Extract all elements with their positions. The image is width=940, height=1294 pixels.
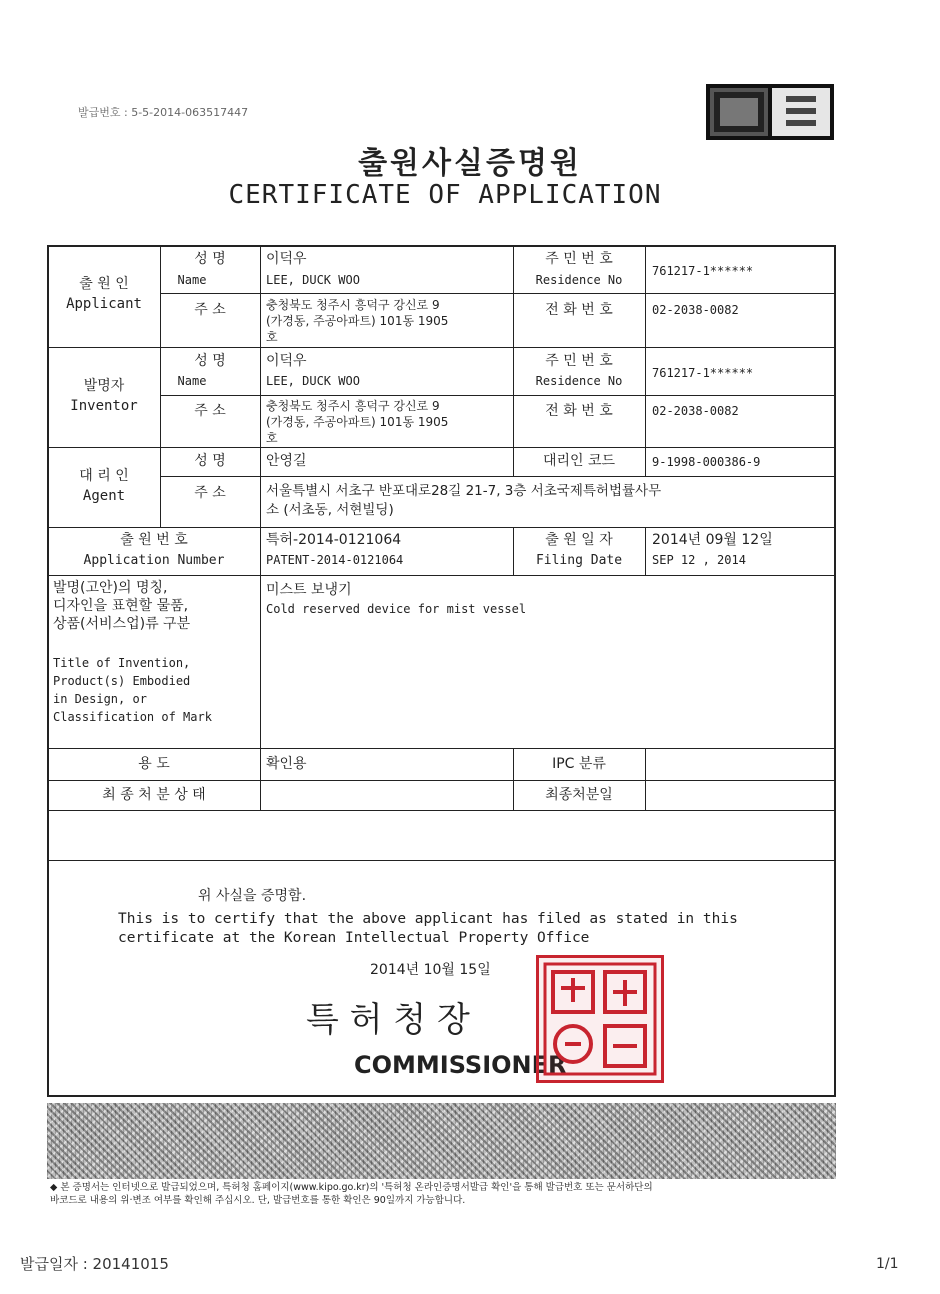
filing-date-label-english: Filing Date [535,553,623,568]
column-divider [160,245,161,527]
inventor-phone: 02-2038-0082 [652,404,739,418]
inventor-name-korean: 이덕우 [266,353,307,369]
inventor-name-label-english: Name [177,374,207,388]
document-title-english: CERTIFICATE OF APPLICATION [228,180,662,210]
applicant-phone: 02-2038-0082 [652,303,739,317]
security-pattern [47,1103,836,1179]
filing-date-label: 출 원 일 자 [545,532,613,548]
applicant-address-label: 주 소 [194,302,226,318]
invention-title-label-english: Title of Invention, [53,656,191,670]
agent-address-line: 서울특별시 서초구 반포대로28길 21-7, 3층 서초국제특허법률사무 [266,483,662,499]
agent-address-label: 주 소 [194,485,226,501]
column-divider [645,748,646,810]
barcode-icon [706,84,834,140]
applicant-address-line: 호 [266,330,278,344]
agent-name-label: 성 명 [194,453,226,469]
row-divider [47,575,836,576]
authority-title-korean: 특 허 청 장 [306,1000,470,1040]
column-divider [645,245,646,477]
ipc-classification-label: IPC 분류 [552,756,606,772]
agent-label-korean: 대 리 인 [79,468,129,484]
applicant-label-korean: 출 원 인 [79,276,129,292]
agent-label-english: Agent [82,488,126,504]
invention-title-label-korean: 디자인을 표현할 물품, [53,598,189,614]
usage-label: 용 도 [138,756,170,772]
application-number-label-english: Application Number [83,553,225,568]
applicant-residence-label: 주 민 번 호 [545,251,613,267]
final-disposition-date-label: 최종처분일 [545,787,613,803]
final-status-label: 최 종 처 분 상 태 [102,787,206,803]
agent-code-label: 대리인 코드 [542,453,616,469]
column-divider [645,527,646,575]
usage-value: 확인용 [266,756,307,772]
inventor-residence-number: 761217-1****** [652,366,754,380]
footer-note: 바코드로 내용의 위·변조 여부를 확인해 주십시오. 단, 발급번호를 통한 확인은 90일까지 가능합니다. [50,1195,466,1206]
authority-title-english: COMMISSIONER [354,1051,567,1079]
inventor-label-english: Inventor [70,398,138,414]
inventor-name-label: 성 명 [194,353,226,369]
inventor-label-korean: 발명자 [83,378,125,394]
column-divider [513,245,514,477]
agent-address-line: 소 (서초동, 서현빌딩) [266,502,394,518]
inventor-address-line: 호 [266,431,278,445]
issue-date: 발급일자 : 20141015 [20,1255,169,1273]
row-divider [47,347,836,348]
column-divider [260,245,261,810]
invention-title-english: Cold reserved device for mist vessel [266,602,527,616]
invention-title-label-korean: 발명(고안)의 명칭, [53,580,168,596]
row-divider [160,476,836,477]
application-number-english: PATENT-2014-0121064 [266,553,404,567]
applicant-residence-label-english: Residence No [535,273,623,287]
certification-statement-english: certificate at the Korean Intellectual Property Office [118,930,590,946]
application-number-label: 출 원 번 호 [120,532,188,548]
invention-title-label-english: in Design, or [53,692,147,706]
certification-statement-korean: 위 사실을 증명함. [198,888,307,904]
inventor-address-line: 충청북도 청주시 흥덕구 강신로 9 [266,399,440,413]
applicant-name-korean: 이덕우 [266,251,307,267]
filing-date-korean: 2014년 09월 12일 [652,532,773,548]
row-divider [160,293,836,294]
applicant-name-label: 성 명 [194,251,226,267]
application-number-korean: 특허-2014-0121064 [266,532,402,548]
row-divider [47,527,836,528]
agent-name: 안영길 [266,453,307,469]
inventor-phone-label: 전 화 번 호 [545,403,613,419]
applicant-address-line: 충청북도 청주시 흥덕구 강신로 9 [266,298,440,312]
official-seal [536,955,664,1083]
inventor-residence-label: 주 민 번 호 [545,353,613,369]
row-divider [47,780,836,781]
footer-note: ◆ 본 증명서는 인터넷으로 발급되었으며, 특허청 홈페이지(www.kipo.go.kr)의 '특허청 온라인증명서발급 확인'을 통해 발급번호 또는 문서하단의 [50,1182,653,1193]
filing-date-english: SEP 12 , 2014 [652,553,746,567]
row-divider [47,810,836,811]
seal-icon [539,958,661,1080]
row-divider [47,447,836,448]
column-divider [513,527,514,575]
inventor-address-line: (가경동, 주공아파트) 101동 1905 [266,415,449,429]
applicant-address-line: (가경동, 주공아파트) 101동 1905 [266,314,449,328]
barcode-emblem [706,84,834,140]
applicant-phone-label: 전 화 번 호 [545,302,613,318]
row-divider [160,395,836,396]
issue-number: 발급번호 : 5-5-2014-063517447 [78,106,249,119]
row-divider [47,748,836,749]
applicant-name-english: LEE, DUCK WOO [266,273,360,287]
applicant-label-english: Applicant [66,296,142,312]
invention-title-label-korean: 상품(서비스업)류 구분 [53,616,191,632]
inventor-name-english: LEE, DUCK WOO [266,374,360,388]
invention-title-korean: 미스트 보냉기 [266,582,352,598]
document-title-korean: 출원사실증명원 [358,146,582,181]
inventor-residence-label-english: Residence No [535,374,623,388]
column-divider [513,748,514,810]
applicant-name-label-english: Name [177,273,207,287]
applicant-residence-number: 761217-1****** [652,264,754,278]
certification-date: 2014년 10월 15일 [370,962,491,978]
agent-code: 9-1998-000386-9 [652,455,761,469]
invention-title-label-english: Product(s) Embodied [53,674,191,688]
page-number: 1/1 [876,1256,899,1272]
invention-title-label-english: Classification of Mark [53,710,212,724]
certification-statement-english: This is to certify that the above applicant has filed as stated in this [118,911,738,927]
inventor-address-label: 주 소 [194,403,226,419]
row-divider [47,860,836,861]
